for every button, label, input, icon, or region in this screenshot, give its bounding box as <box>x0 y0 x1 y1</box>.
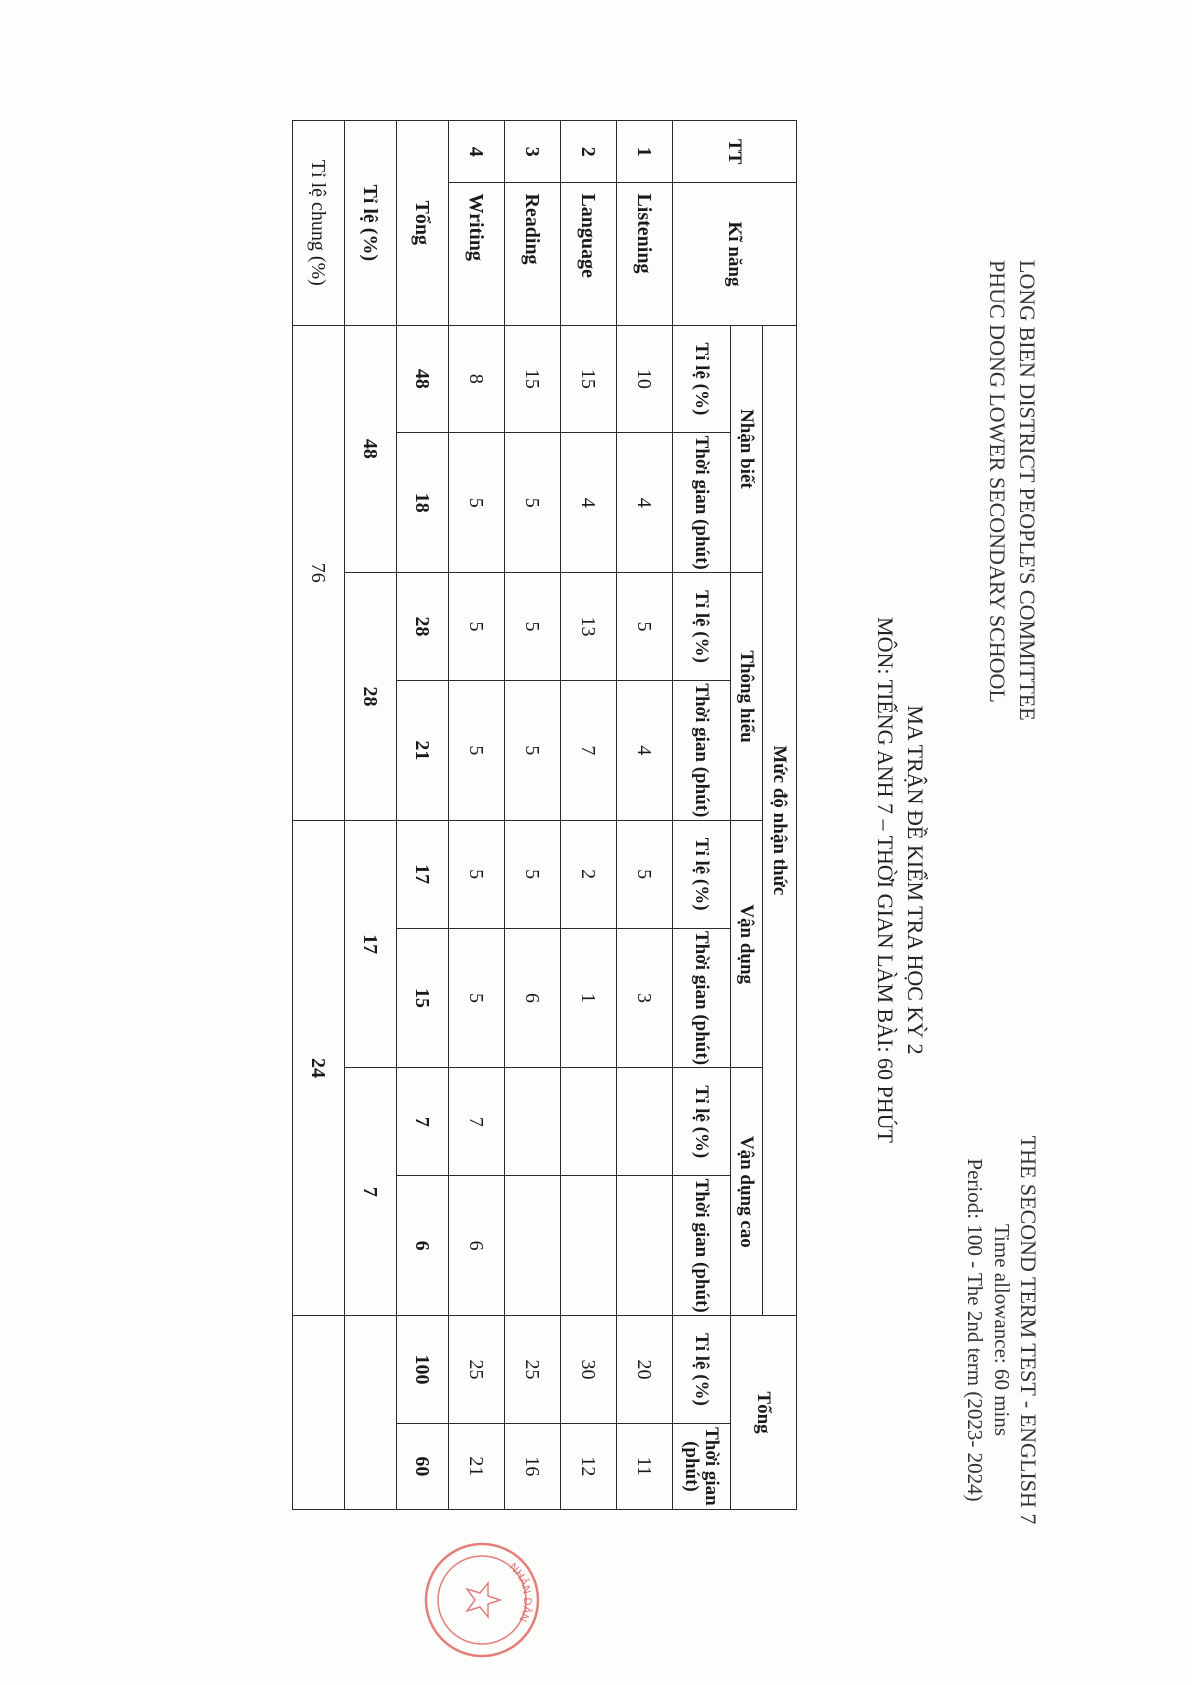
total-cell: 17 <box>397 820 449 928</box>
table-cell <box>505 1176 561 1316</box>
overall-empty-cell <box>293 1316 345 1510</box>
total-cell: 18 <box>397 433 449 573</box>
overall-ratio-cell: 24 <box>293 820 345 1315</box>
table-cell: 3 <box>617 928 673 1068</box>
test-header <box>961 1070 1042 1590</box>
table-cell: 20 <box>617 1316 673 1424</box>
ratio-label: Tỉ lệ (%) <box>345 121 397 326</box>
time-allowance: Time allowance: 60 mins <box>990 1223 1014 1437</box>
table-cell <box>617 1176 673 1316</box>
level-group-header: Mức độ nhận thức <box>763 325 797 1316</box>
ratio-row <box>345 121 397 1510</box>
total-cell: 28 <box>397 573 449 681</box>
level-header: Thông hiểu <box>731 573 763 821</box>
table-cell: 4 <box>617 680 673 820</box>
table-cell: 5 <box>449 573 505 681</box>
row-number: 1 <box>617 121 673 183</box>
time-subheader: Thời gian (phút) <box>673 928 731 1068</box>
table-cell: 6 <box>505 928 561 1068</box>
overall-ratio-label: Tỉ lệ chung (%) <box>293 121 345 326</box>
overall-ratio-row <box>293 121 345 1510</box>
ratio-cell: 48 <box>345 325 397 573</box>
issuer-header <box>982 260 1042 721</box>
total-cell: 100 <box>397 1316 449 1424</box>
time-subheader: Thời gian (phút) <box>673 680 731 820</box>
row-number: 3 <box>505 121 561 183</box>
table-row <box>449 121 505 1510</box>
test-name: THE SECOND TERM TEST - ENGLISH 7 <box>1016 1135 1041 1525</box>
table-cell: 5 <box>505 573 561 681</box>
table-cell: 6 <box>449 1176 505 1316</box>
table-cell: 5 <box>505 680 561 820</box>
skill-name: Listening <box>617 183 673 325</box>
table-cell <box>561 1176 617 1316</box>
level-header: Vận dụng <box>731 820 763 1068</box>
time-subheader: Thời gian (phút) <box>673 433 731 573</box>
table-cell: 15 <box>505 325 561 433</box>
table-cell: 5 <box>505 820 561 928</box>
table-cell: 7 <box>561 680 617 820</box>
level-header: Nhận biết <box>731 325 763 573</box>
table-cell: 10 <box>617 325 673 433</box>
table-cell: 4 <box>617 433 673 573</box>
table-cell: 15 <box>561 325 617 433</box>
table-cell: 5 <box>617 820 673 928</box>
ratio-cell: 7 <box>345 1068 397 1316</box>
table-cell: 21 <box>449 1423 505 1509</box>
total-label: Tổng <box>397 121 449 326</box>
ratio-cell: 28 <box>345 573 397 821</box>
test-matrix-table <box>292 120 797 1510</box>
table-cell: 4 <box>561 433 617 573</box>
table-cell: 1 <box>561 928 617 1068</box>
tt-header: TT <box>673 121 797 183</box>
period-info: Period: 100 - The 2nd term (2023- 2024) <box>963 1158 987 1502</box>
subject-title: MÔN: TIẾNG ANH 7 – THỜI GIAN LÀM BÀI: 60 PHÚT <box>873 617 898 1143</box>
total-cell: 15 <box>397 928 449 1068</box>
table-cell: 7 <box>449 1068 505 1176</box>
total-cell: 6 <box>397 1176 449 1316</box>
school-name: PHUC DONG LOWER SECONDARY SCHOOL <box>985 260 1010 703</box>
table-cell: 11 <box>617 1423 673 1509</box>
time-subheader: Thời gian (phút) <box>673 1423 731 1509</box>
table-row <box>561 121 617 1510</box>
overall-ratio-cell: 76 <box>293 325 345 820</box>
table-row <box>617 121 673 1510</box>
total-group-header: Tổng <box>731 1316 797 1510</box>
ratio-subheader: Tỉ lệ (%) <box>673 820 731 928</box>
total-cell: 21 <box>397 680 449 820</box>
table-row <box>505 121 561 1510</box>
document-titles <box>870 560 930 1200</box>
committee-name: LONG BIEN DISTRICT PEOPLE'S COMMITTEE <box>1015 260 1040 721</box>
row-number: 2 <box>561 121 617 183</box>
red-seal-stamp <box>422 1540 542 1660</box>
total-cell: 48 <box>397 325 449 433</box>
table-cell: 5 <box>449 433 505 573</box>
stamp-text: NHÂN DÂN <box>506 1561 534 1624</box>
ratio-subheader: Tỉ lệ (%) <box>673 573 731 681</box>
total-cell: 7 <box>397 1068 449 1176</box>
table-cell: 5 <box>449 680 505 820</box>
table-cell: 30 <box>561 1316 617 1424</box>
table-cell: 12 <box>561 1423 617 1509</box>
skill-name: Language <box>561 183 617 325</box>
total-row <box>397 121 449 1510</box>
table-cell: 5 <box>617 573 673 681</box>
ratio-cell: 17 <box>345 820 397 1068</box>
time-subheader: Thời gian (phút) <box>673 1176 731 1316</box>
level-header: Vận dụng cao <box>731 1068 763 1316</box>
table-cell: 16 <box>505 1423 561 1509</box>
table-cell <box>617 1068 673 1176</box>
table-cell: 5 <box>449 820 505 928</box>
table-cell: 25 <box>449 1316 505 1424</box>
row-number: 4 <box>449 121 505 183</box>
matrix-title: MA TRẬN ĐỀ KIỂM TRA HỌC KỲ 2 <box>903 705 928 1055</box>
skill-name: Reading <box>505 183 561 325</box>
ratio-empty-cell <box>345 1316 397 1510</box>
skill-name: Writing <box>449 183 505 325</box>
table-cell <box>561 1068 617 1176</box>
ratio-subheader: Tỉ lệ (%) <box>673 1068 731 1176</box>
table-cell: 2 <box>561 820 617 928</box>
total-cell: 60 <box>397 1423 449 1509</box>
table-cell: 5 <box>505 433 561 573</box>
ratio-subheader: Tỉ lệ (%) <box>673 325 731 433</box>
ratio-subheader: Tỉ lệ (%) <box>673 1316 731 1424</box>
skill-header: Kĩ năng <box>673 183 797 325</box>
table-cell: 13 <box>561 573 617 681</box>
table-cell: 5 <box>449 928 505 1068</box>
table-cell <box>505 1068 561 1176</box>
table-cell: 25 <box>505 1316 561 1424</box>
table-cell: 8 <box>449 325 505 433</box>
